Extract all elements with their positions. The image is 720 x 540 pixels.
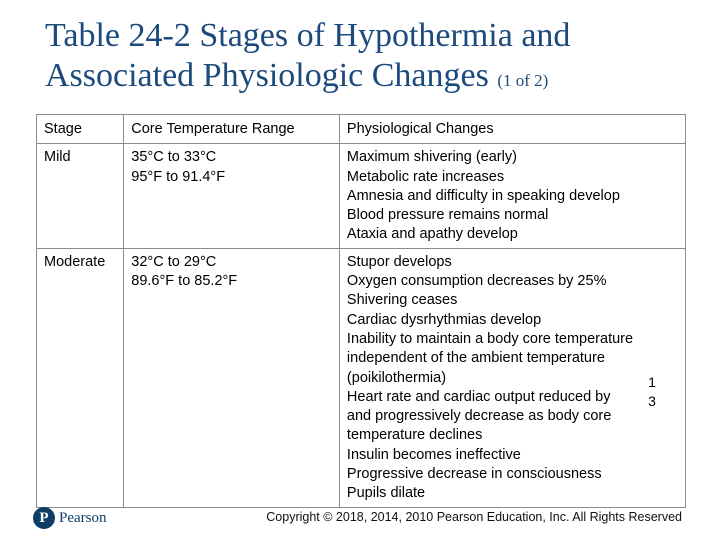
change-line: Blood pressure remains normal xyxy=(346,207,549,224)
change-line: Maximum shivering (early) xyxy=(346,149,517,166)
change-line: temperature declines xyxy=(346,427,483,444)
change-line: Ataxia and apathy develop xyxy=(346,226,518,243)
change-line: and progressively decrease as body core xyxy=(346,408,612,425)
fraction-one-third xyxy=(646,373,658,411)
temp-celsius: 35°C to 33°C xyxy=(131,149,217,166)
temperature-cell xyxy=(124,248,340,507)
pearson-logo-text: Pearson xyxy=(59,509,107,526)
change-line: Pupils dilate xyxy=(346,485,426,502)
change-line: Shivering ceases xyxy=(346,292,458,309)
table-row xyxy=(37,248,686,507)
stage-cell: Mild xyxy=(37,144,124,248)
changes-cell xyxy=(339,248,685,507)
temp-fahrenheit: 89.6°F to 85.2°F xyxy=(131,273,238,290)
header-core-temperature: Core Temperature Range xyxy=(124,115,340,144)
hypothermia-table xyxy=(36,114,686,508)
stage-cell: Moderate xyxy=(37,248,124,507)
table-header-row xyxy=(37,115,686,144)
pearson-logo xyxy=(33,505,107,531)
page-title xyxy=(45,16,685,101)
pearson-logo-icon: P xyxy=(33,507,55,529)
header-physiological-changes: Physiological Changes xyxy=(339,115,685,144)
change-line: Progressive decrease in consciousness xyxy=(346,466,602,483)
fraction-denominator: 3 xyxy=(648,393,656,409)
fraction-numerator: 1 xyxy=(648,374,656,390)
change-line: Stupor develops xyxy=(346,253,452,270)
change-line: Cardiac dysrhythmias develop xyxy=(346,311,542,328)
title-main: Table 24-2 Stages of Hypothermia and Associated Physiologic Changes xyxy=(45,17,571,94)
temp-celsius: 32°C to 29°C xyxy=(131,253,217,270)
change-line: Oxygen consumption decreases by 25% xyxy=(346,273,607,290)
change-line: independent of the ambient temperature xyxy=(346,350,605,367)
changes-cell xyxy=(339,144,685,248)
change-line: Heart rate and cardiac output reduced by xyxy=(346,388,611,405)
temperature-cell xyxy=(124,144,340,248)
change-line: (poikilothermia) xyxy=(346,369,447,386)
change-line: Amnesia and difficulty in speaking develop xyxy=(346,187,620,204)
title-suffix: (1 of 2) xyxy=(497,71,549,90)
copyright-notice: Copyright © 2018, 2014, 2010 Pearson Education, Inc. All Rights Reserved xyxy=(266,510,682,524)
change-line: Metabolic rate increases xyxy=(346,168,505,185)
temp-fahrenheit: 95°F to 91.4°F xyxy=(131,168,226,185)
footer xyxy=(0,502,720,540)
change-line: Inability to maintain a body core temperature xyxy=(346,330,634,347)
change-line: Insulin becomes ineffective xyxy=(346,446,521,463)
header-stage: Stage xyxy=(37,115,124,144)
table-row xyxy=(37,144,686,248)
